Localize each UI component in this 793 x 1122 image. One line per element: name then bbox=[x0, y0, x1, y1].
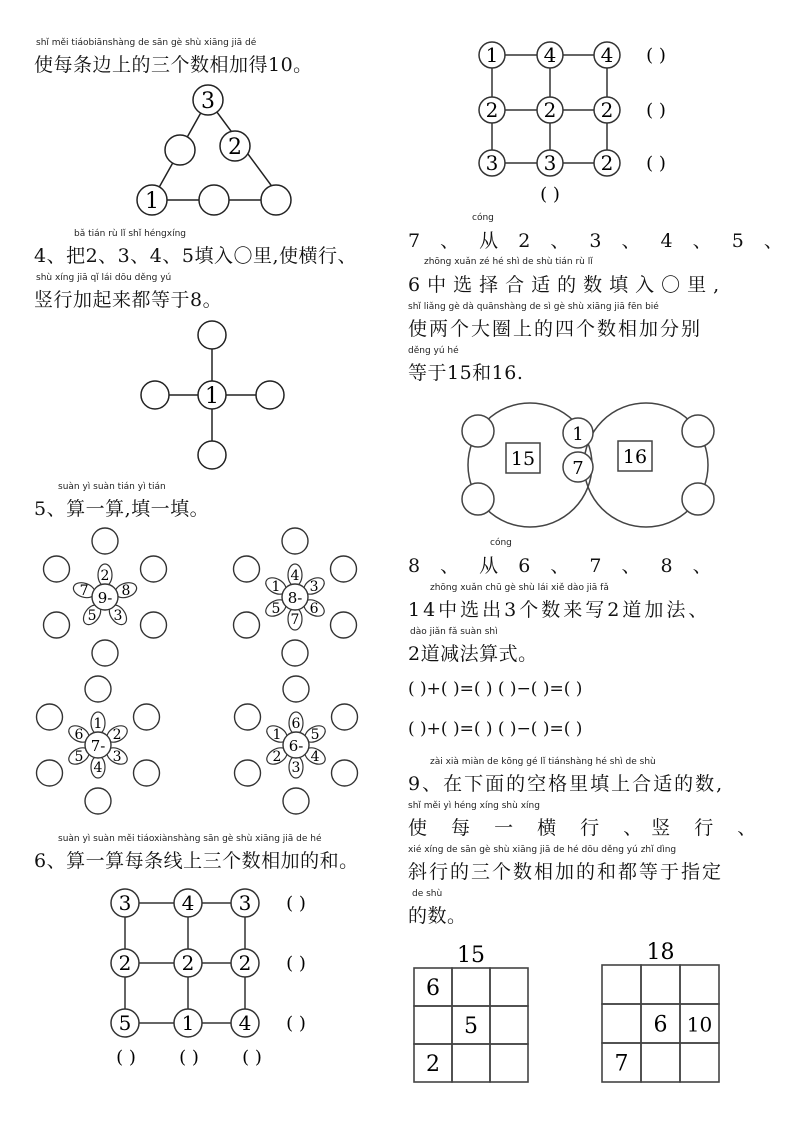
square-number: 2 bbox=[426, 1052, 440, 1077]
outer-blank-circle bbox=[235, 704, 261, 730]
problem-8-text: 2道减法算式。 bbox=[408, 643, 538, 665]
square-cell[interactable] bbox=[490, 968, 528, 1006]
equation-row: ( )+( )=( ) ( )−( )=( ) bbox=[408, 679, 583, 699]
outer-blank-circle bbox=[282, 528, 308, 554]
petal-number: 3 bbox=[309, 579, 319, 595]
petal-number: 4 bbox=[290, 568, 300, 584]
outer-blank-circle bbox=[85, 788, 111, 814]
outer-blank-circle bbox=[330, 612, 356, 638]
answer-blank: ( ) bbox=[286, 893, 306, 914]
pinyin-line: zài xià miàn de kōng gé lǐ tiánshàng hé shì de shù bbox=[430, 757, 656, 767]
answer-blank: ( ) bbox=[646, 45, 666, 66]
petal-number: 7 bbox=[79, 583, 89, 600]
grid-number: 2 bbox=[600, 151, 614, 175]
pinyin-line: shǐ měi yì héng xíng shù xíng bbox=[408, 801, 540, 811]
outer-blank-circle bbox=[235, 760, 261, 786]
petal-number: 2 bbox=[100, 568, 110, 584]
target-sum: 18 bbox=[646, 940, 675, 965]
grid-number: 3 bbox=[238, 891, 252, 915]
pinyin-line: suàn yì suàn měi tiáoxiànshàng sān gè shù xiāng jiā de hé bbox=[58, 834, 322, 844]
triangle-diagram bbox=[130, 80, 300, 220]
problem-5-text: 5、算一算,填一填。 bbox=[34, 498, 210, 520]
square-number: 7 bbox=[614, 1051, 629, 1077]
problem-4-text: 4、把2、3、4、5填入〇里,使横行、 bbox=[34, 245, 357, 267]
outer-blank-circle bbox=[85, 676, 111, 702]
outer-blank-circle bbox=[44, 556, 70, 582]
flower-puzzles bbox=[30, 525, 380, 825]
petal-number: 1 bbox=[271, 579, 281, 595]
square-cell[interactable] bbox=[490, 1006, 528, 1044]
outer-blank-circle bbox=[140, 556, 166, 582]
pinyin-line: shǐ měi tiáobiānshàng de sān gè shù xiāng jiā dé bbox=[36, 38, 257, 48]
petal-number: 3 bbox=[113, 607, 123, 624]
grid-number: 3 bbox=[485, 151, 499, 175]
flower bbox=[234, 528, 357, 666]
problem-8-text: 14中选出3个数来写2道加法、 bbox=[408, 599, 711, 621]
grid-number: 2 bbox=[238, 951, 252, 975]
outer-blank-circle bbox=[330, 556, 356, 582]
square-cell[interactable] bbox=[490, 1044, 528, 1082]
outer-blank-circle bbox=[92, 528, 118, 554]
circle-number: 1 bbox=[572, 424, 584, 445]
problem-9-text: 9、在下面的空格里填上合适的数, bbox=[408, 773, 725, 795]
problem-6-text: 6、算一算每条线上三个数相加的和。 bbox=[34, 850, 359, 872]
outer-blank-circle bbox=[133, 760, 159, 786]
petal-number: 3 bbox=[112, 749, 122, 765]
square-number: 6 bbox=[426, 976, 440, 1001]
circle-number: 7 bbox=[572, 458, 584, 479]
petal-number: 4 bbox=[93, 760, 103, 776]
answer-blank: ( ) bbox=[646, 100, 666, 121]
pinyin-line: cóng bbox=[472, 213, 494, 223]
pinyin-line: suàn yì suàn tián yì tián bbox=[58, 482, 166, 492]
triangle-number: 1 bbox=[145, 189, 159, 214]
grid-number: 4 bbox=[600, 43, 614, 67]
problem-7-text: 等于15和16. bbox=[408, 362, 524, 384]
pinyin-line: shù xíng jiā qǐ lái dōu děng yú bbox=[36, 273, 172, 283]
petal-number: 2 bbox=[272, 749, 282, 765]
grid-number: 4 bbox=[238, 1011, 252, 1035]
grid-number: 2 bbox=[485, 98, 499, 122]
flower-center-label: 8- bbox=[287, 589, 303, 607]
pinyin-line: shǐ liǎng gè dà quānshàng de sì gè shù xiāng jiā fēn bié bbox=[408, 302, 659, 312]
grid-number: 4 bbox=[181, 891, 195, 915]
petal-number: 4 bbox=[310, 749, 320, 765]
outer-blank-circle bbox=[331, 760, 357, 786]
outer-blank-circle bbox=[92, 640, 118, 666]
target-sum: 15 bbox=[457, 943, 485, 968]
magic-square-18 bbox=[600, 935, 725, 1090]
petal-number: 6 bbox=[309, 601, 319, 617]
triangle-number: 3 bbox=[201, 89, 215, 114]
square-number: 10 bbox=[686, 1012, 713, 1037]
grid-puzzle-6 bbox=[80, 885, 360, 1075]
circle-sum-label: 16 bbox=[622, 446, 648, 468]
petal-number: 6 bbox=[74, 727, 84, 743]
answer-blank: ( ) bbox=[179, 1047, 199, 1068]
petal-number: 3 bbox=[291, 760, 301, 776]
flower-center-label: 9- bbox=[97, 589, 113, 607]
double-circle-diagram bbox=[450, 395, 730, 535]
petal-number: 5 bbox=[310, 727, 320, 743]
square-cell[interactable] bbox=[452, 1044, 490, 1082]
equation-row: ( )+( )=( ) ( )−( )=( ) bbox=[408, 719, 583, 739]
grid-number: 2 bbox=[181, 951, 195, 975]
outer-blank-circle bbox=[133, 704, 159, 730]
pinyin-line: cóng bbox=[490, 538, 512, 548]
outer-blank-circle bbox=[44, 612, 70, 638]
magic-square-15 bbox=[412, 940, 532, 1090]
pinyin-line: děng yú hé bbox=[408, 346, 459, 356]
flower-center-label: 7- bbox=[90, 737, 106, 755]
grid-number: 5 bbox=[118, 1011, 132, 1035]
square-cell[interactable] bbox=[602, 965, 641, 1004]
flower bbox=[44, 528, 167, 666]
petal-number: 5 bbox=[271, 601, 281, 617]
square-cell[interactable] bbox=[602, 1004, 641, 1043]
problem-3-text: 使每条边上的三个数相加得10。 bbox=[34, 54, 313, 76]
grid-number: 2 bbox=[118, 951, 132, 975]
problem-7-text: 6中选择合适的数填入〇里, bbox=[408, 274, 727, 296]
problem-9-text: 斜行的三个数相加的和都等于指定 bbox=[408, 861, 724, 883]
grid-number: 4 bbox=[543, 43, 557, 67]
pinyin-line: dào jiǎn fǎ suàn shì bbox=[410, 627, 498, 637]
grid-puzzle-top bbox=[470, 35, 710, 215]
grid-number: 3 bbox=[118, 891, 132, 915]
answer-blank: ( ) bbox=[242, 1047, 262, 1068]
outer-blank-circle bbox=[234, 556, 260, 582]
petal-number: 2 bbox=[112, 727, 122, 743]
problem-4-text: 竖行加起来都等于8。 bbox=[34, 289, 223, 311]
grid-number: 1 bbox=[181, 1011, 195, 1035]
problem-8-text: 8 、 从 6 、 7 、 8 、 bbox=[408, 555, 719, 577]
pinyin-line: zhōng xuǎn zé hé shì de shù tián rù lǐ bbox=[424, 257, 593, 267]
answer-blank: ( ) bbox=[286, 953, 306, 974]
petal-number: 5 bbox=[74, 749, 84, 765]
problem-7-text: 7 、 从 2 、 3 、 4 、 5 、 bbox=[408, 230, 790, 252]
answer-blank: ( ) bbox=[286, 1013, 306, 1034]
square-number: 5 bbox=[464, 1014, 478, 1039]
square-cell[interactable] bbox=[680, 965, 719, 1004]
petal-number: 7 bbox=[290, 612, 300, 628]
outer-blank-circle bbox=[283, 788, 309, 814]
problem-9-text: 使 每 一 横 行 、竖 行 、 bbox=[408, 817, 766, 839]
grid-number: 2 bbox=[543, 98, 557, 122]
problem-9-text: 的数。 bbox=[408, 905, 467, 927]
outer-blank-circle bbox=[283, 676, 309, 702]
pinyin-line: zhōng xuǎn chū gè shù lái xiě dào jiā fǎ bbox=[430, 583, 609, 593]
petal-number: 1 bbox=[93, 716, 103, 732]
grid-number: 2 bbox=[600, 98, 614, 122]
outer-blank-circle bbox=[282, 640, 308, 666]
cross-diagram bbox=[130, 315, 290, 475]
outer-blank-circle bbox=[331, 704, 357, 730]
outer-blank-circle bbox=[234, 612, 260, 638]
petal-number: 8 bbox=[121, 583, 131, 600]
circle-sum-label: 15 bbox=[510, 448, 536, 470]
flower bbox=[37, 676, 160, 814]
pinyin-line: de shù bbox=[412, 889, 443, 899]
cross-number: 1 bbox=[205, 384, 219, 409]
square-number: 6 bbox=[653, 1012, 668, 1038]
outer-blank-circle bbox=[140, 612, 166, 638]
petal-number: 6 bbox=[291, 716, 301, 732]
triangle-number: 2 bbox=[228, 135, 242, 160]
pinyin-line: xié xíng de sān gè shù xiāng jiā de hé dōu děng yú zhǐ dìng bbox=[408, 845, 677, 855]
answer-blank: ( ) bbox=[540, 184, 560, 205]
grid-number: 1 bbox=[485, 43, 499, 67]
petal-number: 1 bbox=[272, 727, 282, 743]
answer-blank: ( ) bbox=[646, 153, 666, 174]
grid-number: 3 bbox=[543, 151, 557, 175]
square-cell[interactable] bbox=[641, 965, 680, 1004]
square-cell[interactable] bbox=[414, 1006, 452, 1044]
square-cell[interactable] bbox=[452, 968, 490, 1006]
outer-blank-circle bbox=[37, 760, 63, 786]
outer-blank-circle bbox=[37, 704, 63, 730]
problem-7-text: 使两个大圈上的四个数相加分别 bbox=[408, 318, 703, 340]
flower-center-label: 6- bbox=[288, 737, 304, 755]
answer-blank: ( ) bbox=[116, 1047, 136, 1068]
square-cell[interactable] bbox=[641, 1043, 680, 1082]
square-cell[interactable] bbox=[680, 1043, 719, 1082]
flower bbox=[235, 676, 358, 814]
petal-number: 5 bbox=[87, 607, 97, 624]
pinyin-line: bǎ tián rù lǐ shǐ héngxíng bbox=[74, 229, 186, 239]
